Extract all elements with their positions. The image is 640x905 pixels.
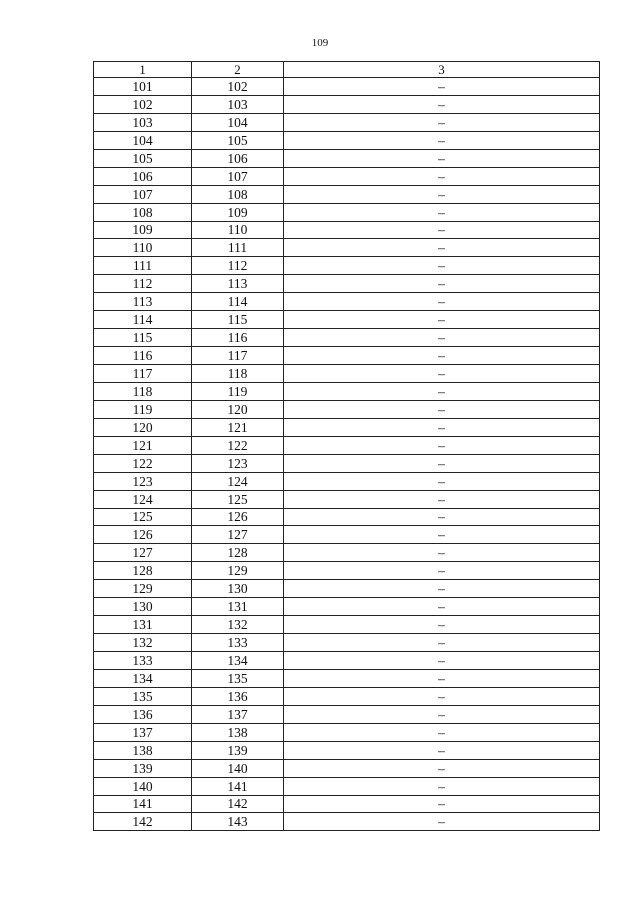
table-cell-col-1: 102 — [94, 95, 192, 113]
table-cell-col-3: – — [284, 221, 600, 239]
table-row — [94, 311, 600, 329]
table-cell-col-1: 116 — [94, 347, 192, 365]
table-row — [94, 113, 600, 131]
table-cell-col-1: 132 — [94, 634, 192, 652]
table-row — [94, 472, 600, 490]
table-cell-col-2: 104 — [192, 113, 284, 131]
table-cell-col-2: 115 — [192, 311, 284, 329]
table-cell-col-1: 131 — [94, 616, 192, 634]
table-row — [94, 185, 600, 203]
table-cell-col-2: 111 — [192, 239, 284, 257]
table-row — [94, 580, 600, 598]
table-cell-col-2: 125 — [192, 490, 284, 508]
table-cell-col-3: – — [284, 257, 600, 275]
table-row — [94, 329, 600, 347]
table-cell-col-2: 141 — [192, 777, 284, 795]
table-cell-col-1: 135 — [94, 687, 192, 705]
table-cell-col-2: 129 — [192, 562, 284, 580]
table-cell-col-2: 102 — [192, 78, 284, 96]
table-cell-col-1: 103 — [94, 113, 192, 131]
table-row — [94, 795, 600, 813]
table-cell-col-1: 114 — [94, 311, 192, 329]
table-cell-col-1: 122 — [94, 454, 192, 472]
table-row — [94, 687, 600, 705]
table-cell-col-1: 130 — [94, 598, 192, 616]
table-cell-col-2: 138 — [192, 723, 284, 741]
table-cell-col-1: 140 — [94, 777, 192, 795]
table-cell-col-1: 106 — [94, 167, 192, 185]
table-cell-col-2: 135 — [192, 669, 284, 687]
table-row — [94, 257, 600, 275]
table-cell-col-1: 128 — [94, 562, 192, 580]
table-cell-col-1: 107 — [94, 185, 192, 203]
table-row — [94, 418, 600, 436]
data-table — [93, 61, 600, 831]
column-header-3: 3 — [284, 62, 600, 78]
table-cell-col-2: 140 — [192, 759, 284, 777]
table-cell-col-1: 138 — [94, 741, 192, 759]
table-cell-col-3: – — [284, 95, 600, 113]
table-cell-col-3: – — [284, 185, 600, 203]
table-cell-col-2: 128 — [192, 544, 284, 562]
table-cell-col-1: 124 — [94, 490, 192, 508]
table-cell-col-2: 113 — [192, 275, 284, 293]
table-cell-col-2: 110 — [192, 221, 284, 239]
table-cell-col-3: – — [284, 616, 600, 634]
table-cell-col-3: – — [284, 454, 600, 472]
table-row — [94, 95, 600, 113]
table-row — [94, 436, 600, 454]
column-header-2: 2 — [192, 62, 284, 78]
table-cell-col-1: 111 — [94, 257, 192, 275]
table-cell-col-3: – — [284, 472, 600, 490]
table-cell-col-1: 105 — [94, 149, 192, 167]
table-row — [94, 239, 600, 257]
table-cell-col-3: – — [284, 490, 600, 508]
table-cell-col-3: – — [284, 149, 600, 167]
table-cell-col-2: 109 — [192, 203, 284, 221]
table-cell-col-2: 118 — [192, 365, 284, 383]
table-cell-col-3: – — [284, 741, 600, 759]
table-cell-col-3: – — [284, 78, 600, 96]
table-cell-col-3: – — [284, 329, 600, 347]
table-row — [94, 562, 600, 580]
table-cell-col-3: – — [284, 436, 600, 454]
table-cell-col-2: 105 — [192, 131, 284, 149]
table-cell-col-3: – — [284, 687, 600, 705]
table-cell-col-1: 112 — [94, 275, 192, 293]
table-cell-col-2: 116 — [192, 329, 284, 347]
table-cell-col-3: – — [284, 526, 600, 544]
table-row — [94, 616, 600, 634]
table-cell-col-3: – — [284, 508, 600, 526]
table-cell-col-1: 109 — [94, 221, 192, 239]
table-cell-col-3: – — [284, 275, 600, 293]
table-cell-col-2: 133 — [192, 634, 284, 652]
table-cell-col-2: 106 — [192, 149, 284, 167]
table-row — [94, 490, 600, 508]
table-cell-col-1: 121 — [94, 436, 192, 454]
table-cell-col-3: – — [284, 293, 600, 311]
table-cell-col-1: 104 — [94, 131, 192, 149]
table-cell-col-3: – — [284, 562, 600, 580]
table-cell-col-3: – — [284, 365, 600, 383]
table-cell-col-2: 143 — [192, 813, 284, 831]
column-header-1: 1 — [94, 62, 192, 78]
table-cell-col-3: – — [284, 777, 600, 795]
table-cell-col-2: 108 — [192, 185, 284, 203]
table-cell-col-3: – — [284, 723, 600, 741]
table-cell-col-3: – — [284, 580, 600, 598]
table-row — [94, 131, 600, 149]
table-cell-col-2: 112 — [192, 257, 284, 275]
table-cell-col-1: 133 — [94, 652, 192, 670]
table-row — [94, 347, 600, 365]
table-row — [94, 275, 600, 293]
table-row — [94, 705, 600, 723]
table-row — [94, 78, 600, 96]
table-cell-col-3: – — [284, 167, 600, 185]
table-cell-col-1: 115 — [94, 329, 192, 347]
table-row — [94, 167, 600, 185]
table-cell-col-2: 130 — [192, 580, 284, 598]
table-cell-col-2: 142 — [192, 795, 284, 813]
table-cell-col-2: 137 — [192, 705, 284, 723]
table-cell-col-2: 131 — [192, 598, 284, 616]
table-cell-col-2: 139 — [192, 741, 284, 759]
table-cell-col-2: 134 — [192, 652, 284, 670]
table-cell-col-1: 126 — [94, 526, 192, 544]
table-cell-col-1: 137 — [94, 723, 192, 741]
table-row — [94, 221, 600, 239]
table-row — [94, 723, 600, 741]
table-cell-col-1: 101 — [94, 78, 192, 96]
table-cell-col-3: – — [284, 203, 600, 221]
table-row — [94, 382, 600, 400]
table-cell-col-3: – — [284, 759, 600, 777]
table-row — [94, 813, 600, 831]
table-cell-col-2: 126 — [192, 508, 284, 526]
table-cell-col-1: 123 — [94, 472, 192, 490]
table-row — [94, 759, 600, 777]
table-cell-col-1: 120 — [94, 418, 192, 436]
table-cell-col-1: 142 — [94, 813, 192, 831]
table-cell-col-3: – — [284, 311, 600, 329]
table-cell-col-2: 107 — [192, 167, 284, 185]
table-row — [94, 544, 600, 562]
table-cell-col-1: 117 — [94, 365, 192, 383]
table-row — [94, 652, 600, 670]
table-cell-col-1: 139 — [94, 759, 192, 777]
table-cell-col-3: – — [284, 652, 600, 670]
table-cell-col-2: 103 — [192, 95, 284, 113]
table-cell-col-2: 123 — [192, 454, 284, 472]
table-cell-col-2: 136 — [192, 687, 284, 705]
table-row — [94, 400, 600, 418]
table-cell-col-2: 122 — [192, 436, 284, 454]
table-row — [94, 293, 600, 311]
table-cell-col-1: 134 — [94, 669, 192, 687]
table-cell-col-2: 119 — [192, 382, 284, 400]
table-cell-col-1: 118 — [94, 382, 192, 400]
table-cell-col-1: 110 — [94, 239, 192, 257]
table-cell-col-1: 119 — [94, 400, 192, 418]
table-cell-col-1: 141 — [94, 795, 192, 813]
table-row — [94, 777, 600, 795]
table-cell-col-1: 113 — [94, 293, 192, 311]
table-body — [94, 62, 600, 831]
table-cell-col-2: 120 — [192, 400, 284, 418]
table-cell-col-3: – — [284, 131, 600, 149]
table-cell-col-2: 114 — [192, 293, 284, 311]
table-cell-col-3: – — [284, 634, 600, 652]
table-header-row — [94, 62, 600, 78]
table-row — [94, 508, 600, 526]
table-row — [94, 634, 600, 652]
table-cell-col-3: – — [284, 347, 600, 365]
table-cell-col-1: 108 — [94, 203, 192, 221]
table-cell-col-3: – — [284, 813, 600, 831]
table-cell-col-2: 121 — [192, 418, 284, 436]
table-row — [94, 454, 600, 472]
table-cell-col-3: – — [284, 598, 600, 616]
table-cell-col-2: 117 — [192, 347, 284, 365]
table-cell-col-3: – — [284, 382, 600, 400]
table-cell-col-3: – — [284, 544, 600, 562]
table-cell-col-3: – — [284, 113, 600, 131]
table-row — [94, 365, 600, 383]
table-cell-col-3: – — [284, 418, 600, 436]
table-cell-col-1: 136 — [94, 705, 192, 723]
table-row — [94, 741, 600, 759]
table-cell-col-2: 132 — [192, 616, 284, 634]
table-cell-col-3: – — [284, 239, 600, 257]
table-cell-col-1: 125 — [94, 508, 192, 526]
table-cell-col-1: 129 — [94, 580, 192, 598]
table-cell-col-2: 127 — [192, 526, 284, 544]
table-row — [94, 526, 600, 544]
table-cell-col-2: 124 — [192, 472, 284, 490]
table-cell-col-3: – — [284, 795, 600, 813]
table-cell-col-3: – — [284, 400, 600, 418]
table-row — [94, 669, 600, 687]
table-row — [94, 598, 600, 616]
table-cell-col-3: – — [284, 705, 600, 723]
table-row — [94, 149, 600, 167]
table-cell-col-1: 127 — [94, 544, 192, 562]
page-number: 109 — [311, 37, 329, 49]
table-cell-col-3: – — [284, 669, 600, 687]
table-row — [94, 203, 600, 221]
